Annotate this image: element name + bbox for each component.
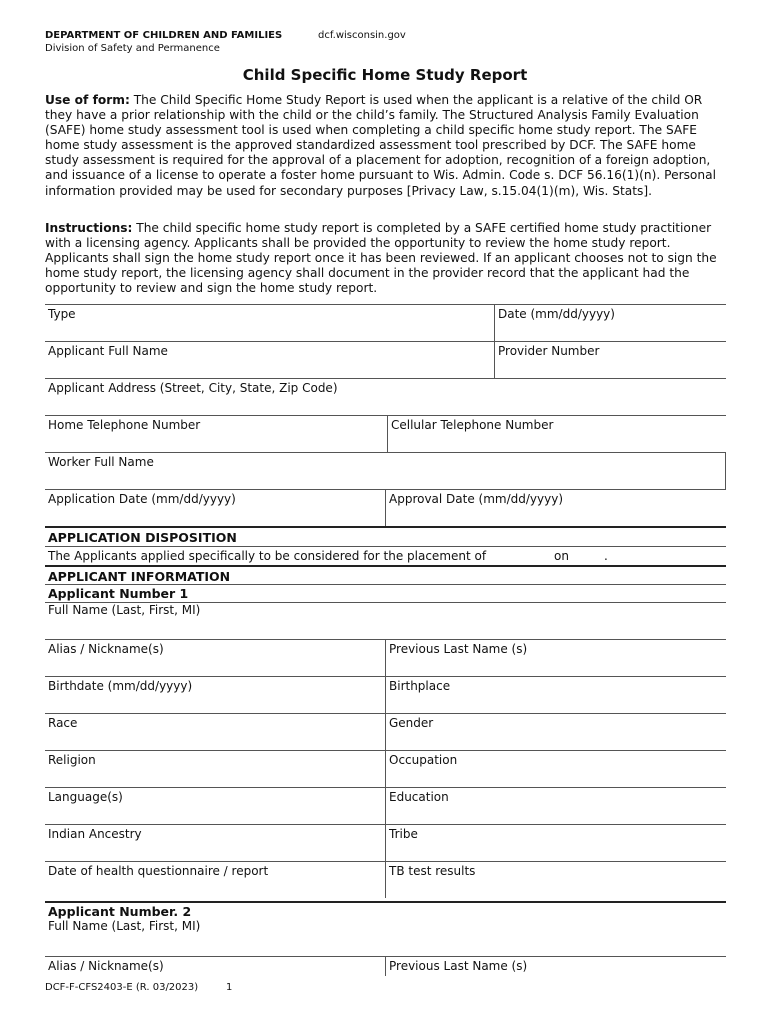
a2-alias-field[interactable] [45, 957, 385, 976]
a1-education-field[interactable] [385, 788, 726, 824]
disposition-on-label: on [554, 549, 569, 563]
a1-row-race [45, 713, 726, 750]
a2-alias-label: Alias / Nickname(s) [48, 959, 164, 973]
a1-birthdate-field[interactable] [45, 677, 385, 713]
a1-indian-ancestry-label: Indian Ancestry [48, 827, 142, 841]
a1-race-field[interactable] [45, 714, 385, 750]
a1-previous-last-name-field[interactable] [385, 640, 726, 676]
a1-row-language [45, 787, 726, 824]
division-name: Division of Safety and Permanence [45, 43, 220, 54]
applicant2-heading: Applicant Number. 2 [48, 904, 192, 919]
a1-alias-label: Alias / Nickname(s) [48, 642, 164, 656]
a1-gender-label: Gender [389, 716, 434, 730]
a1-language-label: Language(s) [48, 790, 123, 804]
department-name: DEPARTMENT OF CHILDREN AND FAMILIES [45, 30, 283, 41]
applicant-info-heading: APPLICANT INFORMATION [48, 569, 231, 584]
worker-full-name-label: Worker Full Name [48, 455, 154, 469]
cell-phone-field[interactable] [387, 416, 726, 452]
instructions-paragraph [45, 221, 730, 296]
use-of-form-paragraph [45, 93, 730, 199]
a1-language-field[interactable] [45, 788, 385, 824]
a1-row-religion [45, 750, 726, 787]
disposition-sentence-row [45, 546, 726, 565]
page-title: Child Specific Home Study Report [242, 66, 528, 84]
a1-row-alias [45, 639, 726, 676]
applicant-info-heading-row [45, 565, 726, 584]
home-study-form [45, 304, 726, 976]
a1-tb-results-field[interactable] [385, 862, 726, 898]
a1-row-ancestry [45, 824, 726, 861]
a1-health-questionnaire-label: Date of health questionnaire / report [48, 864, 269, 878]
application-date-field[interactable] [45, 490, 385, 526]
a1-education-label: Education [389, 790, 449, 804]
worker-full-name-field[interactable] [45, 453, 725, 489]
disposition-period: . [604, 549, 608, 563]
use-of-form-label: Use of form: [45, 93, 130, 107]
provider-number-label: Provider Number [498, 344, 600, 358]
type-field[interactable] [45, 305, 494, 341]
a1-full-name-field[interactable] [45, 603, 726, 639]
a1-row-birth [45, 676, 726, 713]
approval-date-label: Approval Date (mm/dd/yyyy) [389, 492, 564, 506]
disposition-heading: APPLICATION DISPOSITION [48, 530, 237, 545]
a1-birthplace-field[interactable] [385, 677, 726, 713]
provider-number-field[interactable] [494, 342, 726, 378]
a1-birthdate-label: Birthdate (mm/dd/yyyy) [48, 679, 193, 693]
a1-row-full-name [45, 602, 726, 639]
cell-phone-label: Cellular Telephone Number [391, 418, 554, 432]
a1-alias-field[interactable] [45, 640, 385, 676]
applicant-address-label: Applicant Address (Street, City, State, Zip Code) [48, 381, 338, 395]
a2-full-name-label: Full Name (Last, First, MI) [48, 919, 201, 933]
a2-full-name-field[interactable] [45, 919, 726, 956]
a1-health-questionnaire-field[interactable] [45, 862, 385, 898]
instructions-text: The child specific home study report is completed by a SAFE certified home study practitioner with a licensing agency. Applicants shall be provided the opportunity to review the home study report. Applicants shall sign the home study report once it has been reviewed. If an applicant chooses not to sign the home study report, the licensing agency shall document in the provider record that the applicant had the opportunity to review and sign the home study report. [45, 221, 717, 296]
a1-birthplace-label: Birthplace [389, 679, 451, 693]
website-link[interactable]: dcf.wisconsin.gov [318, 30, 406, 41]
applicant-address-field[interactable] [45, 379, 726, 415]
form-row-dates [45, 489, 726, 526]
a1-full-name-label: Full Name (Last, First, MI) [48, 603, 201, 617]
a2-previous-last-name-field[interactable] [385, 957, 726, 976]
form-row-address [45, 378, 726, 415]
a2-row-alias [45, 956, 726, 976]
disposition-heading-row [45, 526, 726, 546]
approval-date-field[interactable] [385, 490, 726, 526]
home-phone-field[interactable] [45, 416, 387, 452]
page-number: 1 [226, 982, 233, 993]
a1-previous-last-name-label: Previous Last Name (s) [389, 642, 528, 656]
a1-tribe-label: Tribe [389, 827, 418, 841]
a1-religion-field[interactable] [45, 751, 385, 787]
date-field[interactable] [494, 305, 726, 341]
a1-religion-label: Religion [48, 753, 96, 767]
form-row-type-date [45, 304, 726, 341]
a2-row-full-name [45, 919, 726, 956]
a1-indian-ancestry-field[interactable] [45, 825, 385, 861]
applicant2-heading-row [45, 901, 726, 919]
placement-child-field[interactable] [510, 547, 551, 565]
application-date-label: Application Date (mm/dd/yyyy) [48, 492, 236, 506]
a1-gender-field[interactable] [385, 714, 726, 750]
a1-occupation-field[interactable] [385, 751, 726, 787]
form-id-footer: DCF-F-CFS2403-E (R. 03/2023) [45, 982, 199, 993]
a1-tribe-field[interactable] [385, 825, 726, 861]
applicant-full-name-label: Applicant Full Name [48, 344, 168, 358]
applicant1-heading-row [45, 584, 726, 602]
disposition-sentence-start: The Applicants applied specifically to be considered for the placement of [48, 549, 487, 563]
form-row-name-provider [45, 341, 726, 378]
a1-occupation-label: Occupation [389, 753, 458, 767]
a1-race-label: Race [48, 716, 78, 730]
form-row-phones [45, 415, 726, 452]
a2-previous-last-name-label: Previous Last Name (s) [389, 959, 528, 973]
type-label: Type [48, 307, 76, 321]
form-row-worker [45, 452, 726, 489]
use-of-form-text: The Child Specific Home Study Report is used when the applicant is a relative of the child OR they have a prior relationship with the child or the child’s family. The Structured Analysis Family Evaluation (SAFE) home study assessment tool is used when completing a child specific home study report. The SAFE home study assessment is the approved standardized assessment tool prescribed by DCF. The SAFE home study assessment is required for the approval of a placement for adoption, recognition of a foreign adoption, and issuance of a license to operate a foster home pursuant to Wis. Admin. Code s. DCF 56.16(1)(n). Personal information provided may be used for secondary purposes [Privacy Law, s.15.04(1)(m), Wis. Stats]. [45, 93, 716, 198]
applicant-full-name-field[interactable] [45, 342, 494, 378]
a1-tb-results-label: TB test results [389, 864, 476, 878]
applicant1-heading: Applicant Number 1 [48, 586, 189, 601]
date-label: Date (mm/dd/yyyy) [498, 307, 615, 321]
home-phone-label: Home Telephone Number [48, 418, 201, 432]
instructions-label: Instructions: [45, 221, 133, 235]
a1-row-health [45, 861, 726, 898]
